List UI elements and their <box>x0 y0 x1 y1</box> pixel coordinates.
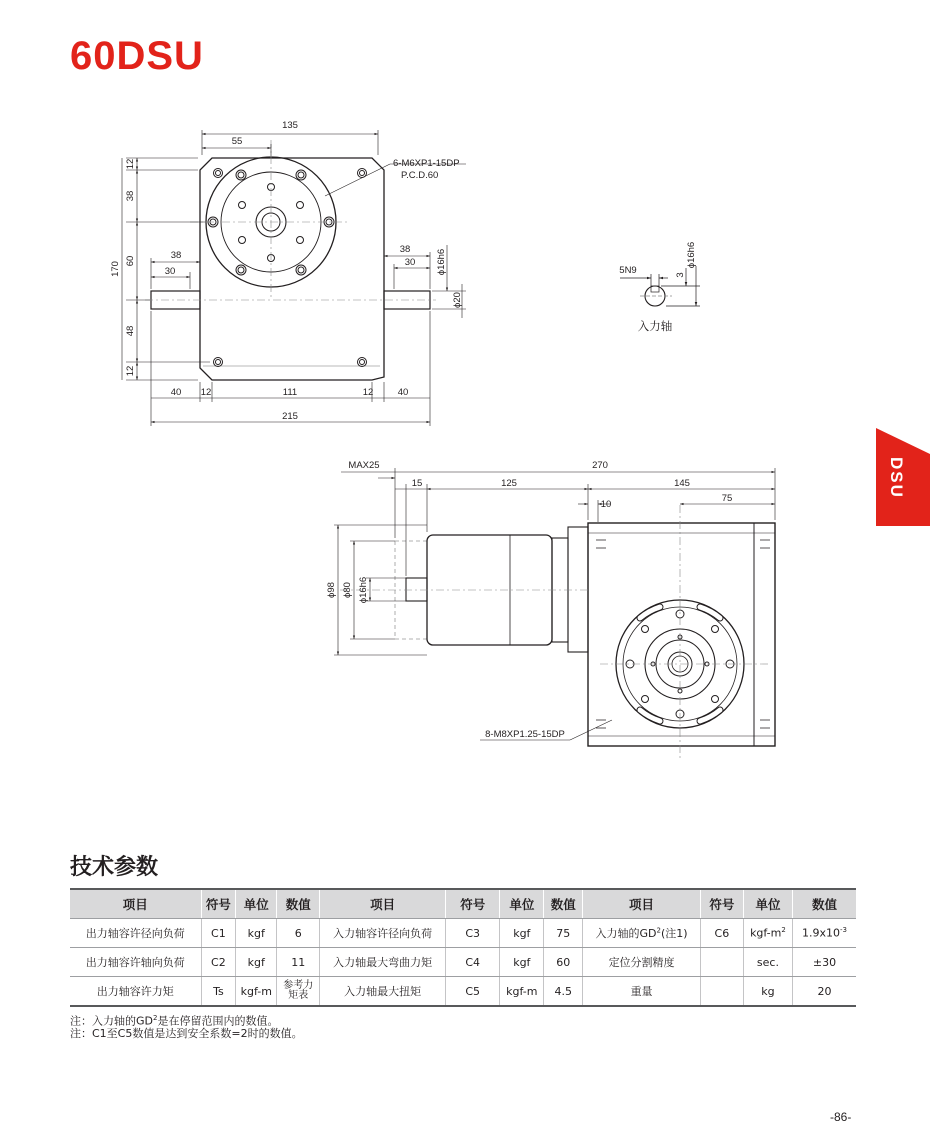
dim-phi20: ϕ20 <box>452 292 463 308</box>
header-cell: 符号 <box>700 889 743 919</box>
dim-170: 170 <box>110 261 121 277</box>
gd2-item-sup: 2 <box>656 926 661 935</box>
dim-bottom-40-left: 40 <box>170 387 182 398</box>
dim-shaft-left-38: 38 <box>170 250 182 261</box>
hole-callout-2: P.C.D.60 <box>401 170 439 181</box>
note-1-sup: 2 <box>153 1014 158 1022</box>
table-cell <box>743 919 792 948</box>
table-cell <box>700 948 743 977</box>
table-cell: 重量 <box>583 977 701 1007</box>
dim-55: 55 <box>231 136 243 147</box>
dim-12-top: 12 <box>125 158 136 170</box>
specs-table <box>70 888 856 1007</box>
table-cell: 入力轴最大弯曲力矩 <box>320 948 446 977</box>
table-cell: 6 <box>277 919 320 948</box>
dim-270: 270 <box>592 460 608 471</box>
header-cell: 项目 <box>320 889 446 919</box>
dim-phi16h6: ϕ16h6 <box>436 248 447 276</box>
table-cell: 参考力矩表 <box>277 977 320 1007</box>
dim-bottom-12-right: 12 <box>362 387 374 398</box>
header-cell: 符号 <box>446 889 500 919</box>
table-cell: 定位分割精度 <box>583 948 701 977</box>
dim-max25: MAX25 <box>348 460 380 471</box>
key-width-label: 5N9 <box>619 265 637 276</box>
table-cell <box>700 977 743 1007</box>
dim-48: 48 <box>125 325 136 337</box>
table-cell: C5 <box>446 977 500 1007</box>
notes <box>70 1012 303 1040</box>
table-cell: kgf <box>500 948 544 977</box>
table-cell: sec. <box>743 948 792 977</box>
table-header-row <box>70 889 856 919</box>
table-cell: 出力轴容许力矩 <box>70 977 201 1007</box>
dim-bottom-40-right: 40 <box>397 387 409 398</box>
gd2-unit-sup: 2 <box>781 926 786 935</box>
dim-12-bottom: 12 <box>125 365 136 377</box>
table-row <box>70 977 856 1007</box>
header-cell: 单位 <box>743 889 792 919</box>
header-cell: 符号 <box>201 889 236 919</box>
dim-shaft-left-30: 30 <box>164 266 176 277</box>
table-cell: C3 <box>446 919 500 948</box>
table-cell: ±30 <box>793 948 856 977</box>
table-row <box>70 919 856 948</box>
table-cell <box>793 919 856 948</box>
side-tab-label: DSU <box>887 457 906 499</box>
note-1-pre: 注：入力轴的GD <box>70 1014 153 1028</box>
note-1 <box>70 1012 303 1028</box>
header-cell: 项目 <box>70 889 201 919</box>
dim-shaft-right-38: 38 <box>399 244 411 255</box>
top-view-body <box>200 158 384 380</box>
dim-bottom-215: 215 <box>282 411 298 422</box>
gd2-unit-pre: kgf-m <box>750 926 782 940</box>
header-cell: 单位 <box>500 889 544 919</box>
top-view <box>145 140 439 380</box>
side-view-dimensions <box>334 468 775 740</box>
dim-phi98: ϕ98 <box>326 582 337 598</box>
dim-60: 60 <box>125 255 136 267</box>
table-cell: 入力轴最大扭矩 <box>320 977 446 1007</box>
side-view <box>340 505 775 760</box>
table-cell: kgf <box>236 948 277 977</box>
input-shaft-label: 入力轴 <box>637 321 673 333</box>
dim-75: 75 <box>721 493 733 504</box>
dim-phi80: ϕ80 <box>342 582 353 598</box>
table-cell: kgf <box>236 919 277 948</box>
table-cell: 出力轴容许径向负荷 <box>70 919 201 948</box>
page-number: -86- <box>830 1110 852 1124</box>
table-cell: 75 <box>544 919 583 948</box>
dim-10: 10 <box>600 499 612 510</box>
table-cell: 11 <box>277 948 320 977</box>
table-cell: 60 <box>544 948 583 977</box>
table-cell: C4 <box>446 948 500 977</box>
gd2-item-post: (注1) <box>661 927 688 940</box>
key-depth-label: 3 <box>675 272 686 278</box>
dim-38: 38 <box>125 190 136 202</box>
gd2-item-pre: 入力轴的GD <box>595 927 657 940</box>
dim-shaft-right-30: 30 <box>404 257 416 268</box>
dim-bottom-111: 111 <box>282 387 298 398</box>
table-cell: Ts <box>201 977 236 1007</box>
dim-phi16h6-side: ϕ16h6 <box>358 576 369 604</box>
table-cell: 入力轴容许径向负荷 <box>320 919 446 948</box>
dim-bottom-12-left: 12 <box>200 387 212 398</box>
table-cell: 4.5 <box>544 977 583 1007</box>
dim-125: 125 <box>501 478 517 489</box>
section-title: 技术参数 <box>70 855 159 880</box>
gd2-val-pre: 1.9x10 <box>802 926 841 940</box>
table-cell: C2 <box>201 948 236 977</box>
table-cell: 20 <box>793 977 856 1007</box>
table-cell: C1 <box>201 919 236 948</box>
note-2: 注：C1至C5数值是达到安全系数=2时的数值。 <box>70 1026 303 1040</box>
header-cell: 数值 <box>793 889 856 919</box>
table-cell: kgf-m <box>236 977 277 1007</box>
dim-145: 145 <box>674 478 690 489</box>
table-cell: 出力轴容许轴向负荷 <box>70 948 201 977</box>
table-cell: kgf-m <box>500 977 544 1007</box>
gd2-val-sup: -3 <box>840 926 847 935</box>
table-cell: kgf <box>500 919 544 948</box>
header-cell: 项目 <box>583 889 701 919</box>
table-cell: C6 <box>700 919 743 948</box>
dim-15: 15 <box>411 478 423 489</box>
header-cell: 单位 <box>236 889 277 919</box>
header-cell: 数值 <box>544 889 583 919</box>
table-row <box>70 948 856 977</box>
key-shaft-dia-label: ϕ16h6 <box>686 241 697 269</box>
dim-135: 135 <box>282 120 298 131</box>
table-cell <box>583 919 701 948</box>
top-view-labels <box>110 120 463 422</box>
hole-callout-1: 6-M6XP1-15DP <box>393 158 460 169</box>
hole-callout-side: 8-M8XP1.25-15DP <box>485 729 565 740</box>
header-cell: 数值 <box>277 889 320 919</box>
page-title: 60DSU <box>70 34 204 78</box>
note-1-post: 是在停留范围内的数值。 <box>157 1014 279 1028</box>
table-cell: kg <box>743 977 792 1007</box>
